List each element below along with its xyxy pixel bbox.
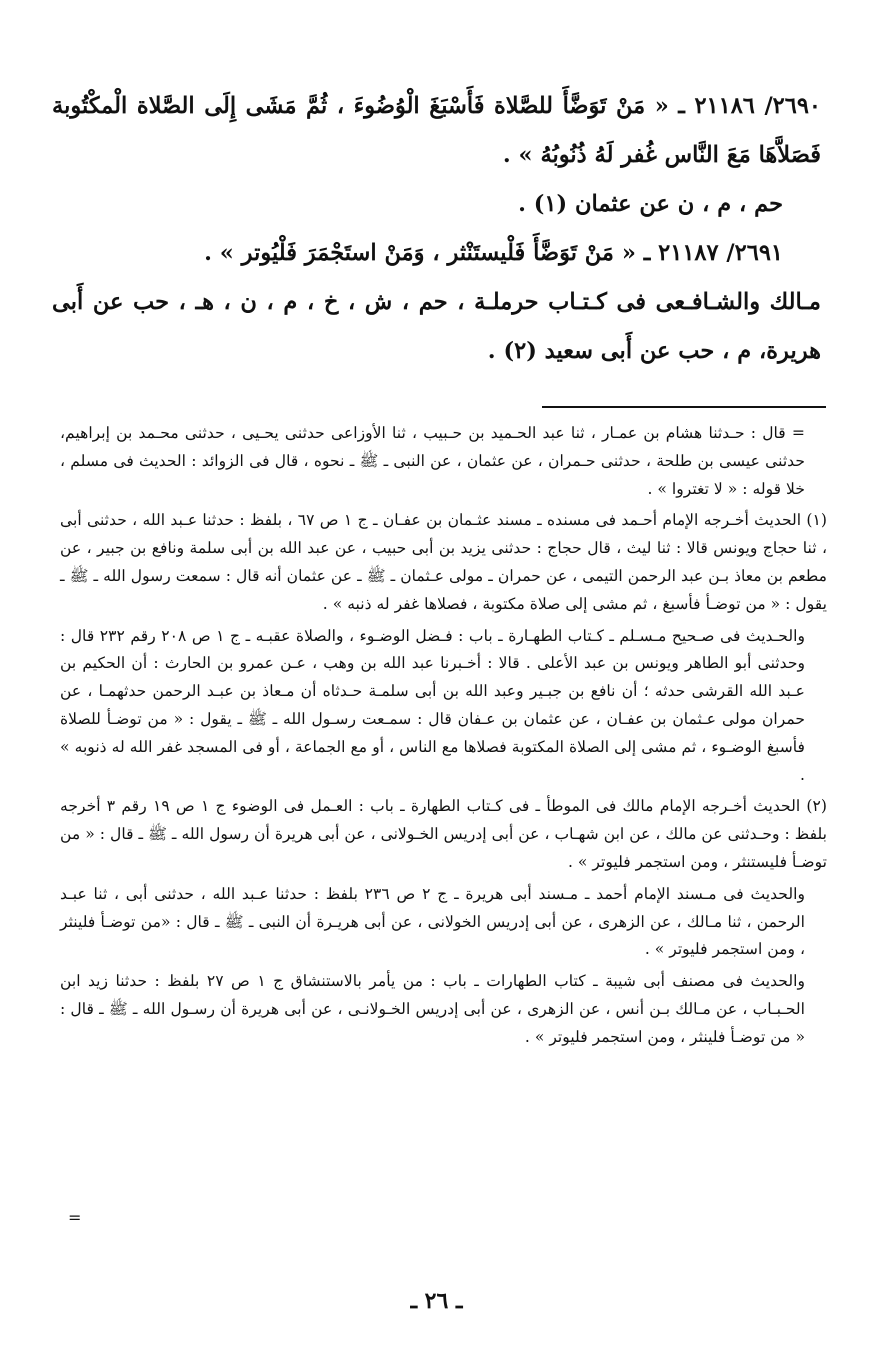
footnote-2-paragraph-2: والحديث فى مـسند الإمام أحمد ـ مـسند أبى هريرة ـ ج ٢ ص ٢٣٦ بلفظ : حدثنا عـبد الله ، حدثنى أبى ، ثنا عبـد الرحمن ، ثنا مـالك ، عن الزهرى ، عن أبى إدريس الخولانى ، عن أبى هريـرة أن النبى ـ ﷺ ـ قال : «من توضـأ فلينثر ، ومن استجمر فليوتر » . [60,884,805,959]
footnote-2: (٢) الحديث أخـرجه الإمام مالك فى الموطأ ـ فى كـتاب الطهارة ـ باب : العـمل فى الوضوء ج ١ ص ١٩ رقم ٣ أخرجه بلفظ : وحـدثنى عن مالك ، عن ابن شهـاب ، عن أبى إدريس الخـولانى ، عن أبى هريرة أن رسول الله ـ ﷺ ـ قال : « من توضـأ فليستنثر ، ومن استجمر فليوتر » . [60,797,827,871]
footnote-continuation: = قال : حـدثنا هشام بن عمـار ، ثنا عبد الحـميد بن حـبيب ، ثنا الأوزاعى حدثنى يحـيى ، حدثنى محـمد بن إبراهيم، حدثنى عيسى بن طلحة ، حدثنى حـمران ، عن عثمان ، عن النبى ـ ﷺ ـ نحوه ، قال فى الزوائد : الحديث فى مسلم ، خلا قوله : « لا تغتروا » . [60,424,805,498]
hadith-2691-source: مـالك والشـافـعى فى كـتـاب حرملـة ، حم ، ش ، خ ، م ، ن ، هـ ، حب عن أَبى هريرة، م ، حب عن أَبى سعيد (٢) . [52,289,821,364]
hadith-2690-text: ٢٦٩٠/ ٢١١٨٦ ـ « مَنْ تَوَضَّأَ للصَّلاة فَأَسْبَغَ الْوُضُوءَ ، ثُمَّ مَشَى إِلَى الصَّلاة الْمكْتُوبة فَصَلاَّهَا مَعَ النَّاس غُفر لَهُ ذُنُوبُهُ » . [52,93,821,168]
footnote-1: (١) الحديث أخـرجه الإمام أحـمد فى مسنده ـ مسند عثـمان بن عفـان ـ ج ١ ص ٦٧ ، بلفظ : حدثنا عـبد الله ، حدثنى أبى ، ثنا حجاج ويونس قالا : ثنا ليث ، قال حجاج : حدثنى يزيد بن أبى حبيب ، عن عبد الله بن أبى سلمة ونافع بن جبير ، عن مطعم بن معاذ بـن عبد الرحمن التيمى ، عن حمران ـ مولى عـثمان ـ ﷺ ـ عن عثمان أنه قال : سمعت رسول الله ـ ﷺ ـ يقول : « من توضـأ فأسبغ ، ثم مشى إلى صلاة مكتوبة ، فصلاها غفر له ذنبه » . [60,511,827,613]
footnotes [60,420,827,1056]
continuation-mark: = [68,1208,82,1227]
footnote-2-paragraph-3: والحديث فى مصنف أبى شيبة ـ كتاب الطهارات ـ باب : من يأمر بالاستنشاق ج ١ ص ٢٧ بلفظ : حدثنا زيد ابن الحـبـاب ، عن مـالك بـن أنس ، عن الزهرى ، عن أبى إدريس الخـولانـى ، عن أبى هريرة أن رسـول الله ـ ﷺ ـ قال : « من توضـأ فلينثر ، ومن استجمر فليوتر » . [60,972,805,1046]
footnote-1-paragraph-2: والحـديث فى صـحيح مـسـلم ـ كـتاب الطهـارة ـ باب : فـضل الوضـوء ، والصلاة عقبـه ـ ج ١ ص ٢٠٨ رقم ٢٣٢ قال : وحدثنى أبو الطاهر ويونس بن عبد الأعلى . قالا : أخـبرنا عبد الله بن وهب ، عـن عمرو بن الحارث : أن الحكيم بن عـبد الله القرشى حدثه ؛ أن نافع بن جبـير وعبد الله بن أبى سلمـة حـدثاه أن مـعاذ بن عبـد الرحمن حدثهمـا ، عن حمران مولى عـثمان بن عفـان ، عن عثمان بن عـفان قال : سمـعت رسـول الله ـ ﷺ ـ يقول : « من توضـأ للصلاة فأسبغ الوضـوء ، ثم مشى إلى الصلاة المكتوبة فصلاها مع الناس ، أو مع الجماعة ، أو فى المسجد غفر الله له ذنوبه » . [60,626,805,784]
hadith-2690-source: حم ، م ، ن عن عثمان (١) . [518,191,783,217]
footnote-separator [542,406,826,408]
hadith-2691-text: ٢٦٩١/ ٢١١٨٧ ـ « مَنْ تَوَضَّأَ فَلْيستَنْثر ، وَمَنْ استَجْمَرَ فَلْيُوتر » . [204,240,783,266]
page-number: ـ ٢٦ ـ [410,1288,463,1314]
main-text [52,82,821,376]
